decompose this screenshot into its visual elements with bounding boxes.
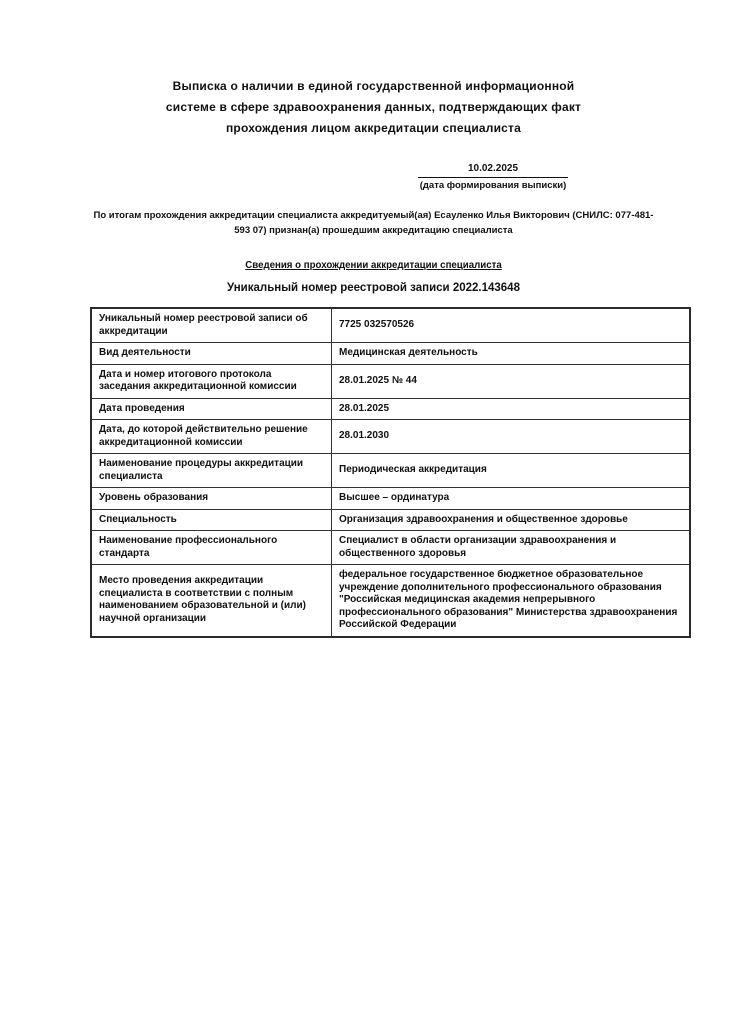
section-heading: Сведения о прохождении аккредитации специалиста xyxy=(245,260,502,271)
title-line: системе в сфере здравоохранения данных, подтверждающих факт xyxy=(165,100,582,114)
row-label: Вид деятельности xyxy=(91,343,332,365)
table-row xyxy=(91,531,690,565)
row-value: 28.01.2025 № 44 xyxy=(332,364,691,398)
row-value: Периодическая аккредитация xyxy=(332,454,691,488)
extract-date-value: 10.02.2025 xyxy=(418,162,568,178)
table-row xyxy=(91,364,690,398)
table-row xyxy=(91,454,690,488)
row-value: 7725 032570526 xyxy=(332,308,691,343)
extract-date-caption: (дата формирования выписки) xyxy=(419,180,567,191)
row-value: Организация здравоохранения и общественное здоровье xyxy=(332,509,691,531)
row-label: Наименование профессионального стандарта xyxy=(91,531,332,565)
row-value: 28.01.2030 xyxy=(332,420,691,454)
row-label: Дата проведения xyxy=(91,398,332,420)
extract-date-block xyxy=(418,162,568,192)
table-row xyxy=(91,488,690,510)
row-value: 28.01.2025 xyxy=(332,398,691,420)
title-line: Выписка о наличии в единой государственной информационной xyxy=(172,79,575,93)
intro-paragraph: По итогам прохождения аккредитации специалиста аккредитуемый(ая) Есауленко Илья Викторович (СНИЛС: 077-481-593 07) признан(а) прошедшим аккредитацию специалиста xyxy=(93,210,654,236)
accreditation-table xyxy=(90,307,691,638)
table-row xyxy=(91,343,690,365)
row-label: Наименование процедуры аккредитации специалиста xyxy=(91,454,332,488)
table-row xyxy=(91,509,690,531)
row-label: Дата и номер итогового протокола заседания аккредитационной комиссии xyxy=(91,364,332,398)
table-row xyxy=(91,565,690,637)
row-label: Специальность xyxy=(91,509,332,531)
row-value: Высшее – ординатура xyxy=(332,488,691,510)
title-line: прохождения лицом аккредитации специалиста xyxy=(225,121,522,135)
row-value: Медицинская деятельность xyxy=(332,343,691,365)
table-row xyxy=(91,308,690,343)
row-label: Место проведения аккредитации специалиста в соответствии с полным наименованием образовательной и (или) научной организации xyxy=(91,565,332,637)
document-title xyxy=(139,76,609,139)
row-value: Специалист в области организации здравоохранения и общественного здоровья xyxy=(332,531,691,565)
table-row xyxy=(91,420,690,454)
row-label: Уровень образования xyxy=(91,488,332,510)
row-label: Дата, до которой действительно решение аккредитационной комиссии xyxy=(91,420,332,454)
row-value: федеральное государственное бюджетное образовательное учреждение дополнительного профессионального образования "Российская медицинская академия непрерывного профессионального образования" Министерства здравоохранения Российской Федерации xyxy=(332,565,691,637)
table-row xyxy=(91,398,690,420)
row-label: Уникальный номер реестровой записи об аккредитации xyxy=(91,308,332,343)
registry-number-heading: Уникальный номер реестровой записи 2022.143648 xyxy=(227,282,520,294)
